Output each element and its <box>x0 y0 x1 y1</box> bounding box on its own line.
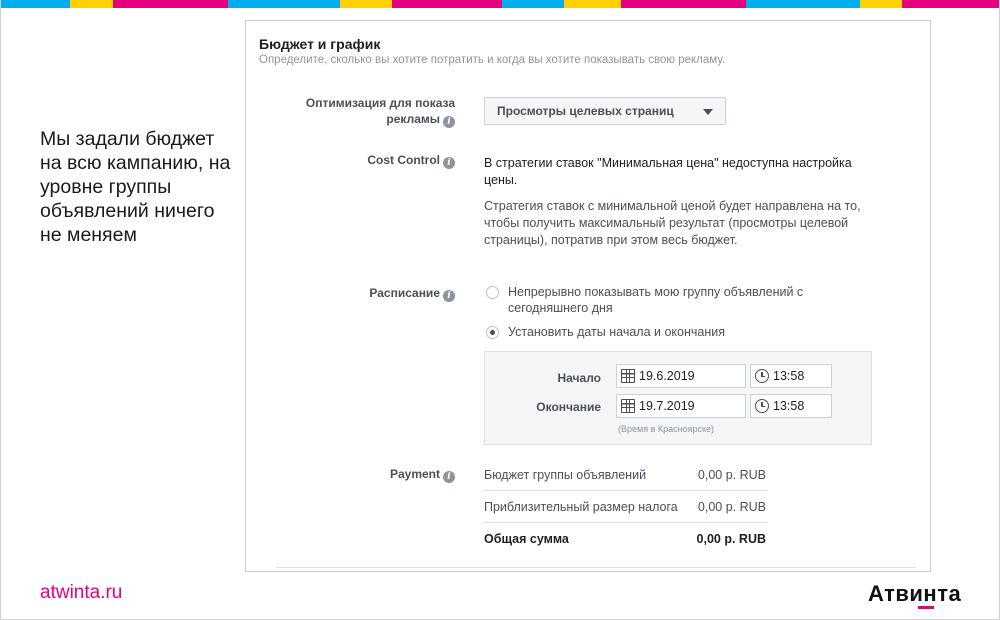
stripe-segment <box>746 0 860 8</box>
stripe-segment <box>564 0 621 8</box>
timezone-note: (Время в Красноярске) <box>618 424 715 434</box>
divider <box>484 490 768 491</box>
calendar-icon <box>621 369 635 383</box>
caret-down-icon <box>703 109 713 115</box>
calendar-icon <box>621 399 635 413</box>
schedule-label-text: Расписание <box>369 286 440 300</box>
stripe-segment <box>70 0 113 8</box>
start-date-input[interactable] <box>616 364 746 388</box>
budget-row-label: Бюджет группы объявлений <box>484 468 647 482</box>
total-value: 0,00 р. RUB <box>696 532 766 546</box>
clock-icon <box>755 369 769 383</box>
end-date-value: 19.7.2019 <box>639 399 695 413</box>
stripe-segment <box>902 0 1000 8</box>
brand-accent-bar <box>918 606 934 609</box>
payment-label-text: Payment <box>389 467 440 481</box>
stripe-segment <box>392 0 502 8</box>
start-date-value: 19.6.2019 <box>639 369 695 383</box>
stripe-segment <box>502 0 564 8</box>
tax-row-value: 0,00 р. RUB <box>697 500 766 514</box>
section-title: Бюджет и график <box>259 36 381 52</box>
brand-logo: Атвинта <box>868 581 962 606</box>
info-icon[interactable]: i <box>443 116 455 128</box>
optimization-label <box>255 95 455 128</box>
cost-control-description: Стратегия ставок с минимальной ценой будет направлена на то, чтобы получить максимальный результат (просмотры целевой страницы), потратив при этом весь бюджет. <box>484 199 861 247</box>
radio-button[interactable] <box>486 286 499 299</box>
date-range-panel <box>484 351 872 445</box>
schedule-option-dates-text: Установить даты начала и окончания <box>508 325 725 339</box>
stripe-segment <box>0 0 70 8</box>
optimization-selected: Просмотры целевых страниц <box>497 104 674 118</box>
site-link[interactable]: atwinta.ru <box>40 582 123 603</box>
schedule-option-continuous-text: Непрерывно показывать мою группу объявлений с сегодняшнего дня <box>508 285 804 315</box>
end-time-input[interactable] <box>750 394 832 418</box>
divider <box>484 522 768 523</box>
info-icon[interactable]: i <box>443 157 455 169</box>
info-icon[interactable]: i <box>443 290 455 302</box>
stripe-segment <box>860 0 902 8</box>
color-stripe <box>0 0 1000 8</box>
clock-icon <box>755 399 769 413</box>
stripe-segment <box>228 0 340 8</box>
start-time-input[interactable] <box>750 364 832 388</box>
optimization-label-text: Оптимизация для показа рекламы <box>305 96 455 126</box>
optimization-dropdown[interactable] <box>484 97 726 125</box>
radio-button-checked[interactable] <box>486 326 499 339</box>
budget-row-value: 0,00 р. RUB <box>697 468 766 482</box>
end-time-value: 13:58 <box>773 399 805 413</box>
cost-control-main-text: В стратегии ставок "Минимальная цена" недоступна настройка цены. <box>484 156 852 187</box>
cost-control-label <box>367 152 455 169</box>
stripe-segment <box>113 0 228 8</box>
total-label: Общая сумма <box>484 532 569 546</box>
stripe-segment <box>340 0 392 8</box>
divider <box>276 567 916 568</box>
section-subtitle: Определите, сколько вы хотите потратить и когда вы хотите показывать свою рекламу. <box>259 54 726 66</box>
side-note: Мы задали бюджет на всю кампанию, на уровне группы объявлений ничего не меняем <box>40 128 231 246</box>
tax-row-label: Приблизительный размер налога <box>484 500 678 514</box>
payment-label <box>390 466 455 483</box>
start-time-value: 13:58 <box>773 369 805 383</box>
end-label: Окончание <box>536 400 601 414</box>
schedule-label <box>369 285 455 302</box>
budget-schedule-card <box>245 20 931 572</box>
stripe-segment <box>621 0 746 8</box>
info-icon[interactable]: i <box>443 471 455 483</box>
start-label: Начало <box>557 371 601 385</box>
cost-control-label-text: Cost Control <box>367 153 440 167</box>
end-date-input[interactable] <box>616 394 746 418</box>
